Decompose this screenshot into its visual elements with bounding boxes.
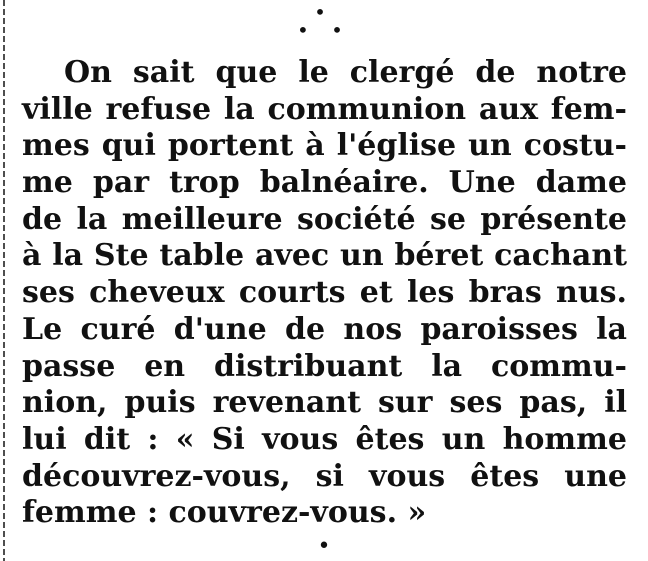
article-line: découvrez-vous, si vous êtes une (22, 458, 627, 494)
top-ornament (0, 0, 648, 42)
article-line: mes qui portent à l'église un costu- (22, 128, 627, 164)
article-text (22, 55, 627, 532)
article-line: lui dit : « Si vous êtes un homme (22, 421, 627, 457)
article-line: On sait que le clergé de notre (64, 55, 627, 90)
article-line: me par trop balnéaire. Une dame (22, 165, 627, 201)
article-line: Le curé d'une de nos paroisses la (22, 311, 627, 347)
article-line: femme : couvrez-vous. » (22, 495, 427, 531)
column-rule (3, 0, 5, 561)
article-line: de la meilleure société se présente (22, 201, 627, 237)
article-line: passe en distribuant la commu- (22, 348, 627, 384)
article-line: ville refuse la communion aux fem- (22, 91, 627, 127)
article-line: à la Ste table avec un béret cachant (22, 238, 627, 274)
ornament-top-star: • (314, 0, 334, 24)
article-line: nion, puis revenant sur ses pas, il (22, 385, 627, 421)
bottom-ornament: • (317, 534, 331, 559)
article-line: ses cheveux courts et les bras nus. (22, 275, 627, 311)
ornament-top-pair: • • (297, 18, 351, 42)
